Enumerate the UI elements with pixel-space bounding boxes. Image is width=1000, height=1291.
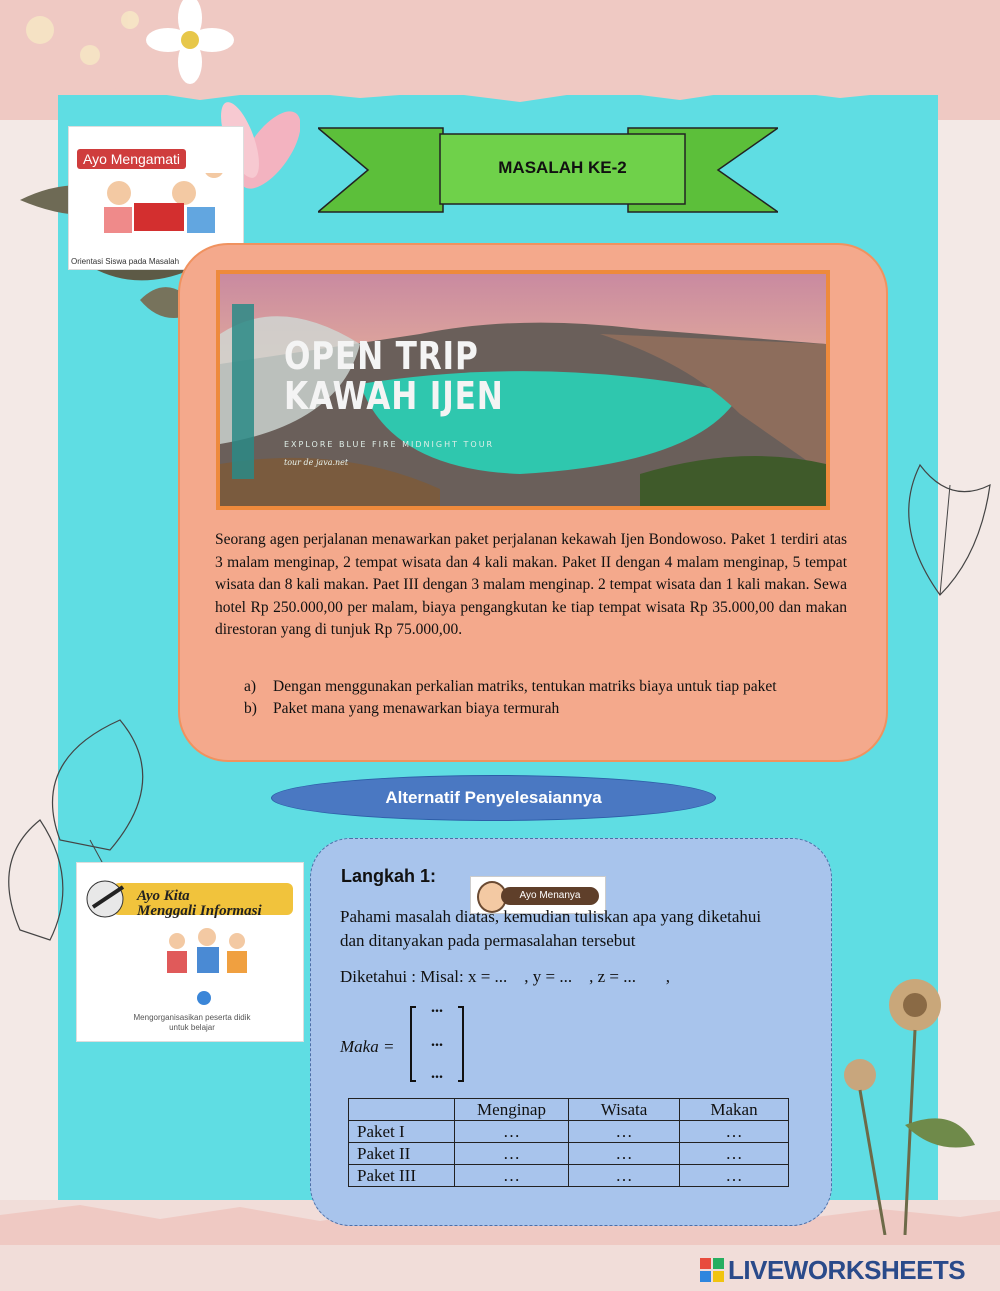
question-b (244, 700, 559, 718)
children-reading-illustration (89, 173, 229, 243)
row-label: Paket I (349, 1121, 455, 1143)
table-header-row (349, 1099, 789, 1121)
sticker-title: Ayo Mengamati (77, 149, 186, 169)
table-row (349, 1121, 789, 1143)
sticker-title-line1: Ayo Kita (137, 888, 190, 904)
answer-matrix (408, 999, 466, 1083)
table-input-cell[interactable]: … (680, 1143, 789, 1165)
banner-title-line2: KAWAH IJEN (284, 374, 504, 418)
diketahui-text: Diketahui : Misal: x = ... , y = ... , z = ... , (340, 967, 671, 986)
sticker-caption-line2: untuk belajar (169, 1023, 215, 1032)
table-row (349, 1165, 789, 1187)
banner-brand: tour de java.net (284, 458, 349, 467)
section-title: MASALAH KE-2 (498, 158, 627, 177)
dried-flower-decoration (825, 975, 1000, 1235)
question-label: a) (244, 678, 257, 695)
step-label: Langkah 1: (341, 866, 437, 886)
question-text: Paket mana yang menawarkan biaya termurah (273, 700, 560, 717)
banner-subtitle: EXPLORE BLUE FIRE MIDNIGHT TOUR (284, 440, 495, 449)
table-input-cell[interactable]: … (680, 1165, 789, 1187)
data-table (348, 1098, 789, 1187)
matrix-cell[interactable]: ... (431, 1033, 443, 1050)
table-header-cell (349, 1099, 455, 1121)
sticker-title (137, 889, 262, 919)
table-header-cell: Wisata (569, 1099, 680, 1121)
liveworksheets-logo-icon (700, 1258, 724, 1282)
table-input-cell[interactable]: … (455, 1165, 569, 1187)
question-text: Dengan menggunakan perkalian matriks, tentukan matriks biaya untuk tiap paket (273, 678, 777, 695)
liveworksheets-watermark[interactable]: LIVEWORKSHEETS (728, 1255, 966, 1285)
question-label: b) (244, 700, 257, 717)
table-header-cell: Makan (680, 1099, 789, 1121)
instruction-text: Pahami masalah diatas, kemudian tuliskan apa yang diketahui dan ditanyakan pada permasalahan tersebut (340, 907, 762, 950)
menanya-label: Ayo Menanya (501, 887, 599, 905)
menggali-informasi-sticker (76, 862, 304, 1042)
matrix-cell[interactable]: ... (431, 999, 443, 1016)
family-illustration (157, 927, 257, 975)
banner-title-line1: OPEN TRIP (284, 334, 479, 378)
alternatif-penyelesaian-label: Alternatif Penyelesaiannya (271, 775, 716, 821)
sticker-title-line2: Menggali Informasi (137, 903, 262, 919)
row-label: Paket III (349, 1165, 455, 1187)
table-input-cell[interactable]: … (569, 1143, 680, 1165)
problem-text: Seorang agen perjalanan menawarkan paket perjalanan kekawah Ijen Bondowoso. Paket 1 terdiri atas 3 malam menginap, 2 tempat wisata dan 4 kali makan. Paket II dengan 4 malam menginap, 5 tempat wisata dan 8 kali makan. Paet III dengan 3 malam menginap. 2 tempat wisata dan 1 kali makan. Sewa hotel Rp 250.000,00 per malam, biaya pengangkutan ke tiap tempat wisata Rp 35.000,00 dan makan direstoran yang di tunjuk Rp 75.000,00. (215, 531, 847, 638)
row-label: Paket II (349, 1143, 455, 1165)
table-input-cell[interactable]: … (455, 1143, 569, 1165)
leaf-decoration-right (880, 445, 1000, 605)
info-dot-icon (197, 991, 211, 1005)
question-a (244, 678, 777, 696)
table-input-cell[interactable]: … (455, 1121, 569, 1143)
sticker-caption (107, 1013, 277, 1033)
kawah-ijen-banner (216, 270, 830, 510)
sticker-caption-line1: Mengorganisasikan peserta didik (133, 1013, 251, 1022)
table-header-cell: Menginap (455, 1099, 569, 1121)
table-input-cell[interactable]: … (569, 1121, 680, 1143)
sticker-caption: Orientasi Siswa pada Masalah (71, 257, 180, 266)
matrix-cell[interactable]: ... (431, 1065, 443, 1082)
table-input-cell[interactable]: … (680, 1121, 789, 1143)
maka-label: Maka = (340, 1037, 395, 1056)
table-input-cell[interactable]: … (569, 1165, 680, 1187)
banner-title (284, 336, 504, 416)
table-row (349, 1143, 789, 1165)
